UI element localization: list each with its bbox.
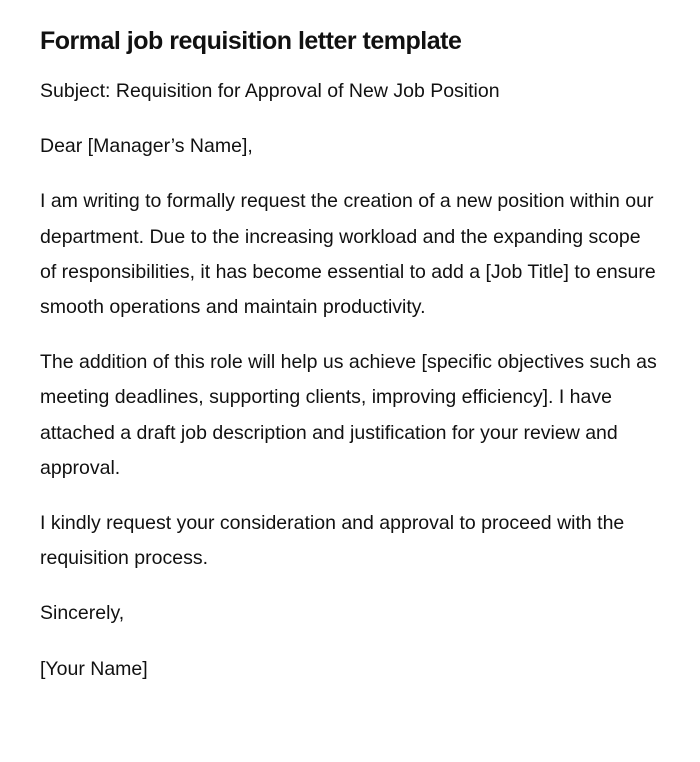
signature-name: [Your Name] xyxy=(40,657,148,680)
body-paragraph: The addition of this role will help us achieve [specific objectives such as meeting deadlines, supporting clients, improving efficiency]. I have attached a draft job description and justification for your review and approval. xyxy=(40,351,657,479)
body-paragraph: I am writing to formally request the creation of a new position within our department. Due to the increasing workload and the expanding scope of responsibilities, it has become essential to add a [Job Title] to ensure smooth operations and maintain productivity. xyxy=(40,190,656,319)
subject-line: Subject: Requisition for Approval of New Job Position xyxy=(40,80,500,102)
salutation: Dear [Manager’s Name], xyxy=(40,135,253,158)
page-title: Formal job requisition letter template xyxy=(40,27,462,55)
closing: Sincerely, xyxy=(40,602,125,625)
body-paragraph: I kindly request your consideration and approval to proceed with the requisition process. xyxy=(40,512,625,570)
